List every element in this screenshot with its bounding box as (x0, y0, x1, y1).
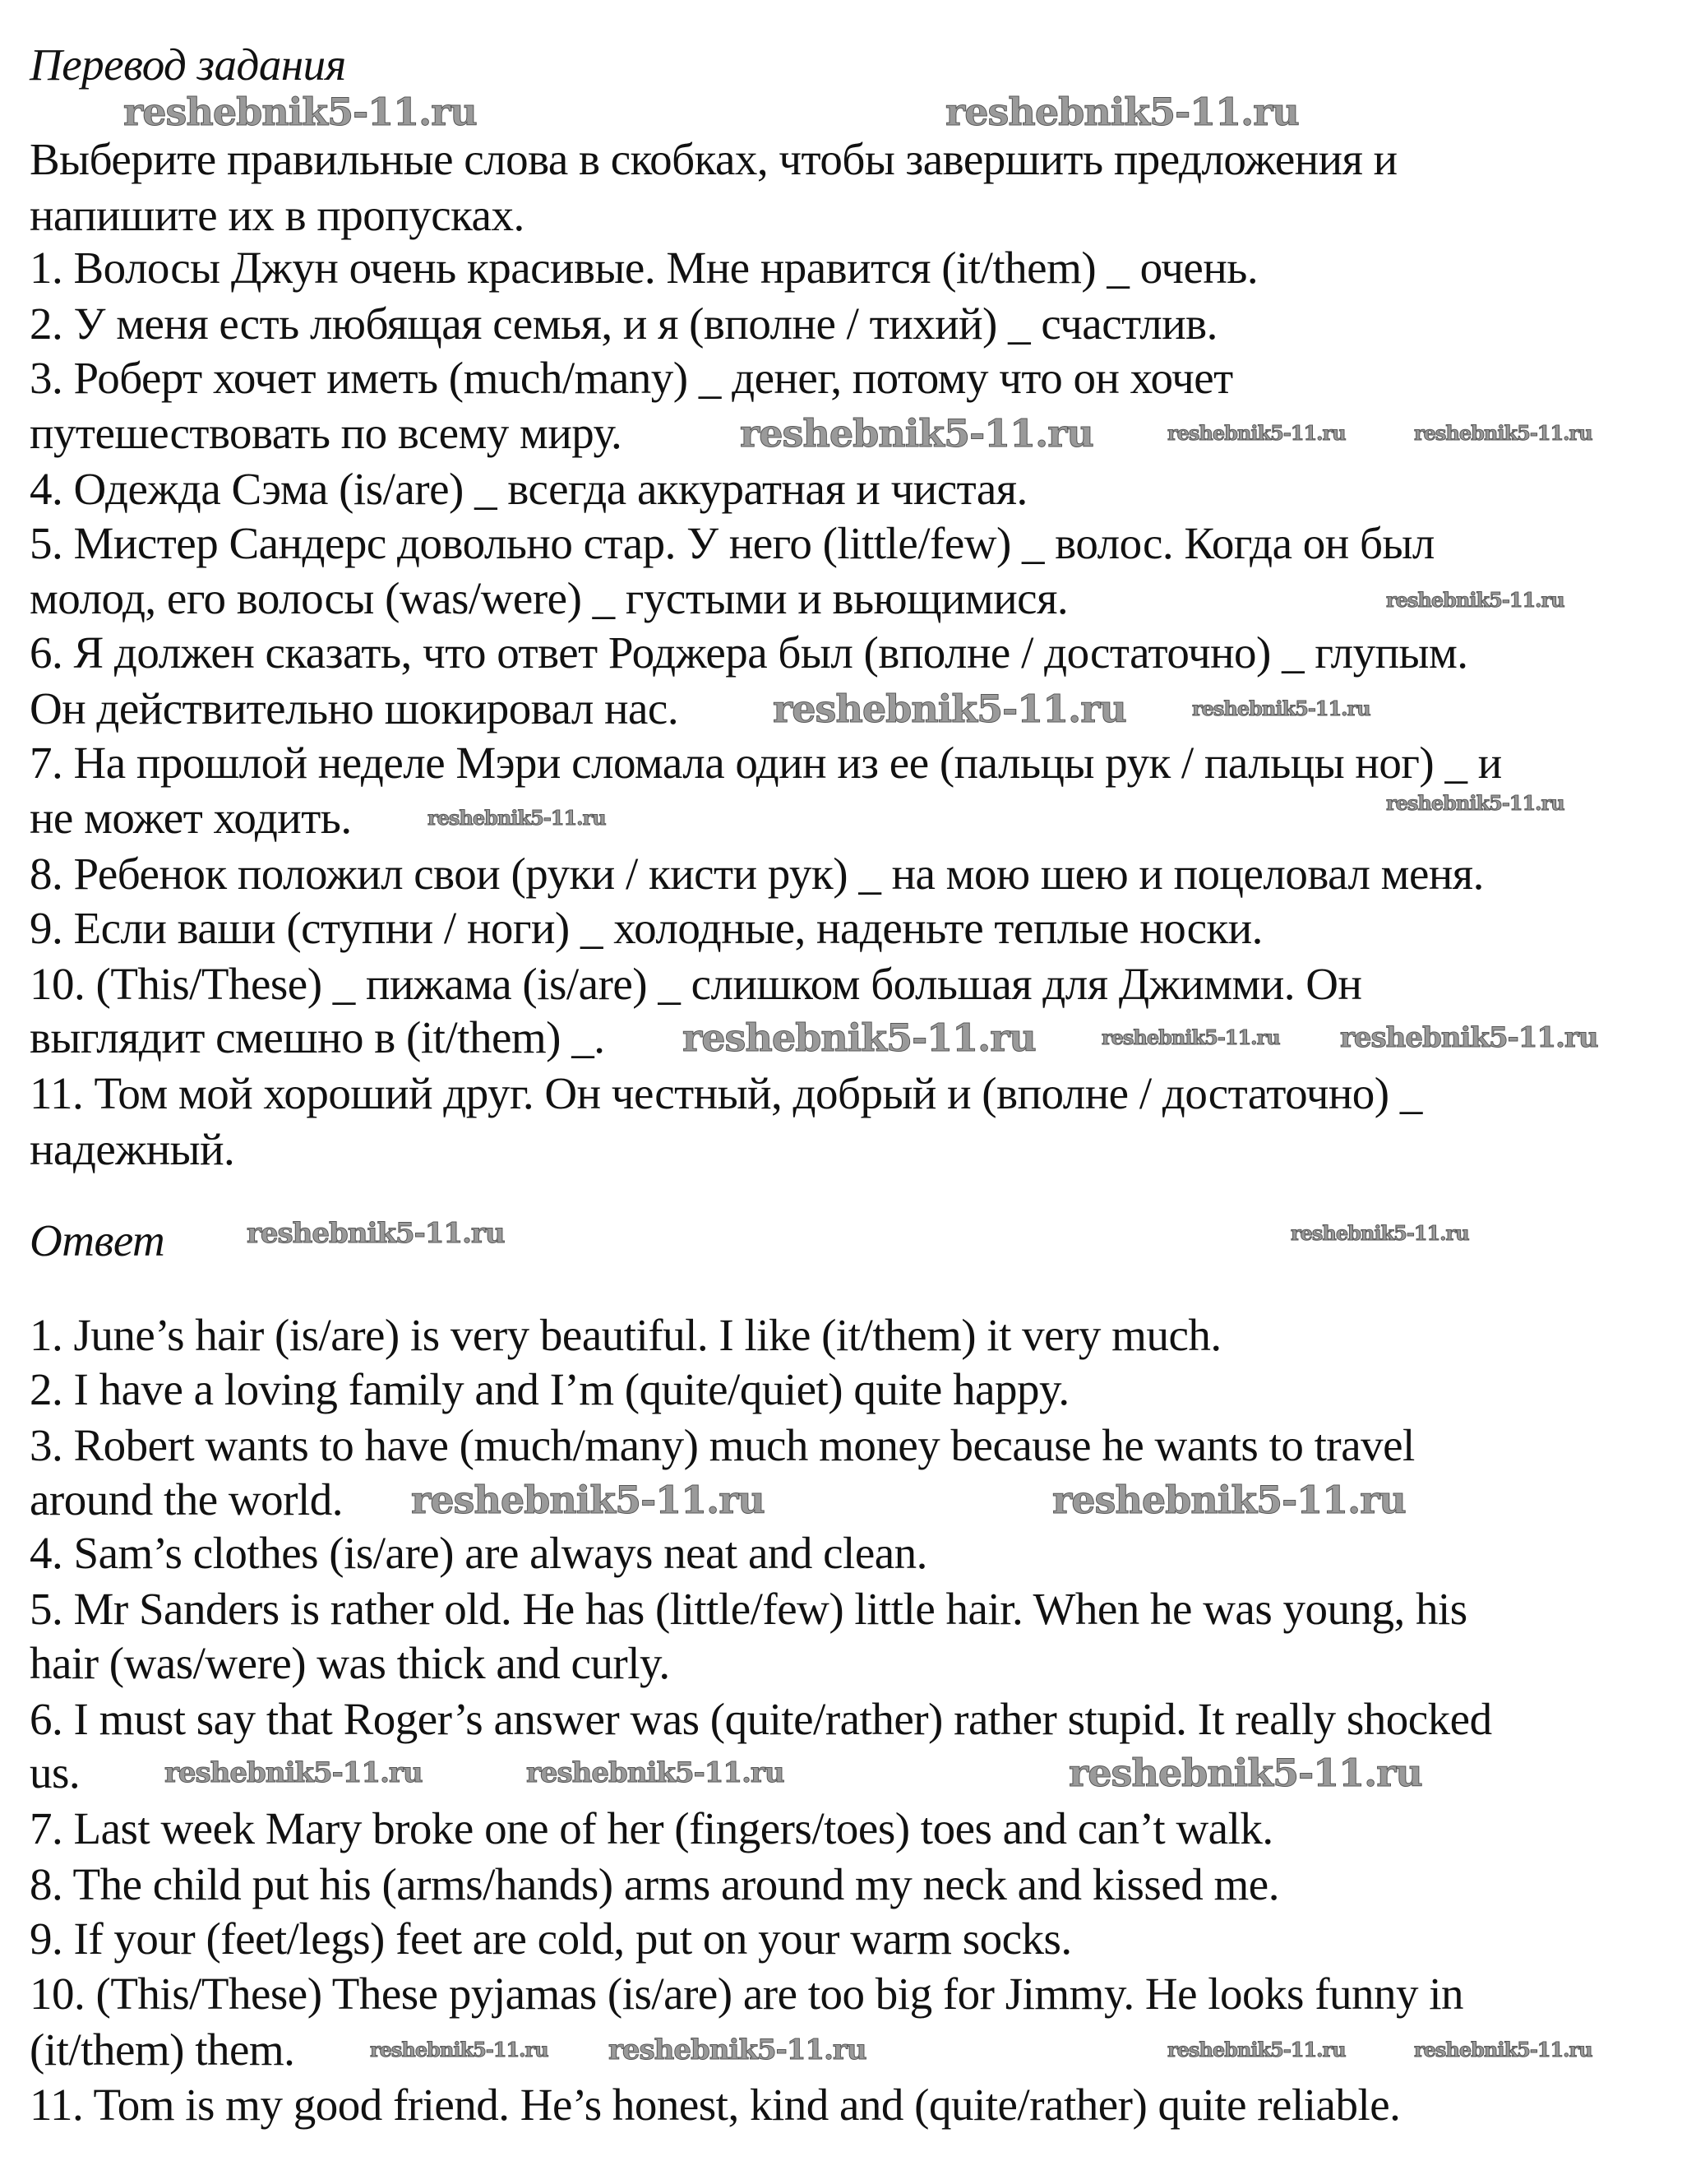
watermark: reshebnik5-11.ru (1102, 1025, 1280, 1049)
task-line: выглядит смешно в (it/them) _. (30, 1012, 605, 1062)
task-line: 11. Том мой хороший друг. Он честный, добрый и (вполне / достаточно) _ (30, 1068, 1422, 1118)
watermark: reshebnik5-11.ru (740, 411, 1093, 456)
watermark: reshebnik5-11.ru (1069, 1751, 1422, 1795)
answer-line: (it/them) them. (30, 2024, 295, 2075)
answer-line: 7. Last week Mary broke one of her (fingers/toes) toes and can’t walk. (30, 1803, 1273, 1853)
watermark: reshebnik5-11.ru (608, 2034, 866, 2066)
task-line: не может ходить. (30, 793, 352, 843)
task-line: молод, его волосы (was/were) _ густыми и вьющимися. (30, 573, 1069, 623)
watermark: reshebnik5-11.ru (682, 1016, 1036, 1060)
answer-line: hair (was/were) was thick and curly. (30, 1638, 670, 1688)
task-line: 9. Если ваши (ступни / ноги) _ холодные, наденьте теплые носки. (30, 903, 1263, 953)
task-line: 3. Роберт хочет иметь (much/many) _ денег, потому что он хочет (30, 353, 1233, 403)
task-line: 1. Волосы Джун очень красивые. Мне нравится (it/them) _ очень. (30, 243, 1259, 293)
task-line: напишите их в пропусках. (30, 190, 524, 240)
watermark: reshebnik5-11.ru (1414, 2038, 1592, 2061)
watermark: reshebnik5-11.ru (123, 90, 477, 134)
watermark: reshebnik5-11.ru (1386, 791, 1564, 815)
task-line: надежный. (30, 1124, 235, 1174)
task-line: 6. Я должен сказать, что ответ Роджера был (вполне / достаточно) _ глупым. (30, 627, 1468, 678)
answer-line: us. (30, 1747, 81, 1798)
watermark: reshebnik5-11.ru (247, 1217, 505, 1250)
answer-line: 5. Mr Sanders is rather old. He has (little/few) little hair. When he was young, his (30, 1584, 1467, 1634)
watermark: reshebnik5-11.ru (427, 806, 606, 830)
answer-line: 8. The child put his (arms/hands) arms around my neck and kissed me. (30, 1859, 1279, 1909)
task-line: Он действительно шокировал нас. (30, 683, 679, 733)
answer-line: 9. If your (feet/legs) feet are cold, put on your warm socks. (30, 1913, 1072, 1964)
watermark: reshebnik5-11.ru (370, 2038, 548, 2061)
answer-heading: Ответ (30, 1215, 165, 1266)
task-heading: Перевод задания (30, 39, 346, 90)
task-line: 4. Одежда Сэма (is/are) _ всегда аккуратная и чистая. (30, 464, 1028, 514)
watermark: reshebnik5-11.ru (945, 90, 1299, 134)
watermark: reshebnik5-11.ru (773, 687, 1126, 731)
watermark: reshebnik5-11.ru (1291, 1221, 1469, 1245)
watermark: reshebnik5-11.ru (1340, 1021, 1598, 1054)
watermark: reshebnik5-11.ru (1386, 588, 1564, 612)
watermark: reshebnik5-11.ru (411, 1478, 765, 1522)
task-line: 10. (This/These) _ пижама (is/are) _ слишком большая для Джимми. Он (30, 959, 1362, 1009)
answer-line: around the world. (30, 1474, 343, 1525)
watermark: reshebnik5-11.ru (526, 1756, 784, 1789)
watermark: reshebnik5-11.ru (1192, 696, 1370, 720)
task-line: 5. Мистер Сандерс довольно стар. У него (little/few) _ волос. Когда он был (30, 518, 1435, 568)
answer-line: 11. Tom is my good friend. He’s honest, kind and (quite/rather) quite reliable. (30, 2080, 1401, 2130)
watermark: reshebnik5-11.ru (1052, 1478, 1406, 1522)
answer-line: 1. June’s hair (is/are) is very beautiful. I like (it/them) it very much. (30, 1310, 1222, 1360)
task-line: 7. На прошлой неделе Мэри сломала один из ее (пальцы рук / пальцы ног) _ и (30, 738, 1502, 788)
task-line: путешествовать по всему миру. (30, 408, 622, 458)
watermark: reshebnik5-11.ru (1167, 2038, 1346, 2061)
answer-line: 4. Sam’s clothes (is/are) are always neat and clean. (30, 1528, 927, 1578)
task-line: 8. Ребенок положил свои (руки / кисти рук) _ на мою шею и поцеловал меня. (30, 849, 1484, 899)
answer-line: 3. Robert wants to have (much/many) much money because he wants to travel (30, 1420, 1415, 1470)
task-line: 2. У меня есть любящая семья, и я (вполне / тихий) _ счастлив. (30, 298, 1218, 349)
task-line: Выберите правильные слова в скобках, чтобы завершить предложения и (30, 134, 1398, 184)
watermark: reshebnik5-11.ru (164, 1756, 423, 1789)
watermark: reshebnik5-11.ru (1414, 421, 1592, 445)
watermark: reshebnik5-11.ru (1167, 421, 1346, 445)
answer-line: 10. (This/These) These pyjamas (is/are) are too big for Jimmy. He looks funny in (30, 1969, 1464, 2019)
answer-line: 6. I must say that Roger’s answer was (quite/rather) rather stupid. It really shocked (30, 1694, 1492, 1744)
answer-line: 2. I have a loving family and I’m (quite/quiet) quite happy. (30, 1364, 1070, 1414)
